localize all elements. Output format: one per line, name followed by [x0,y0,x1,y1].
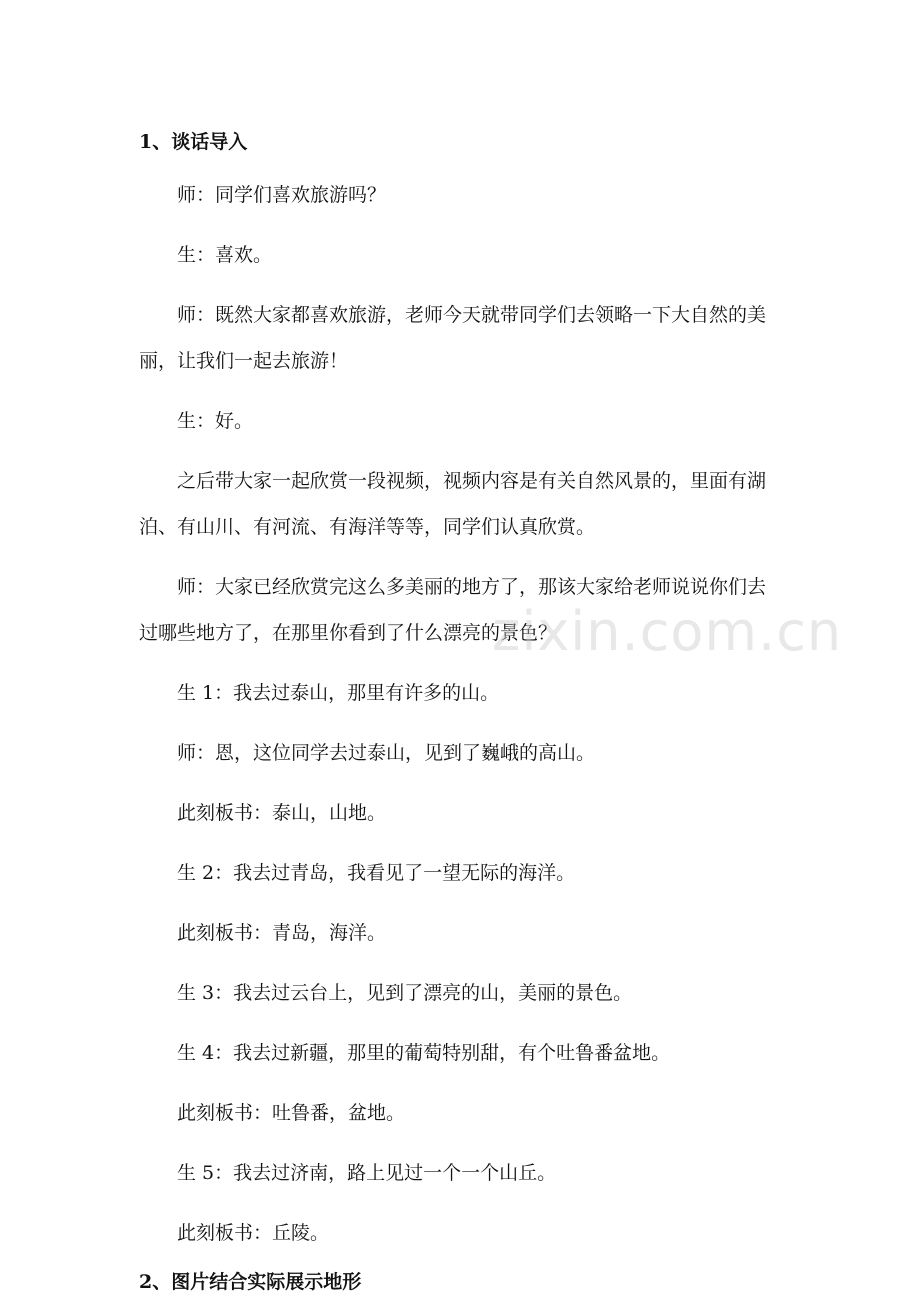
paragraph-5: 之后带大家一起欣赏一段视频，视频内容是有关自然风景的，里面有湖泊、有山川、有河流、有海洋等等，同学们认真欣赏。 [139,470,767,538]
document-content [139,126,784,1298]
section-heading-1: 1、谈话导入 [139,131,248,153]
watermark-text: zixin.com.cn [492,600,843,663]
paragraph-12: 生 3：我去过云台上，见到了漂亮的山，美丽的景色。 [177,982,633,1004]
paragraph-9: 此刻板书：泰山，山地。 [177,802,387,824]
section-heading-2: 2、图片结合实际展示地形 [139,1271,362,1293]
paragraph-2: 生：喜欢。 [177,244,273,266]
paragraph-4: 生：好。 [177,410,254,432]
paragraph-15: 生 5：我去过济南，路上见过一个一个山丘。 [177,1162,557,1184]
paragraph-3: 师：既然大家都喜欢旅游，老师今天就带同学们去领略一下大自然的美丽，让我们一起去旅游！ [139,304,767,372]
paragraph-10: 生 2：我去过青岛，我看见了一望无际的海洋。 [177,862,576,884]
paragraph-16: 此刻板书：丘陵。 [177,1222,330,1244]
paragraph-1: 师：同学们喜欢旅游吗？ [177,184,387,206]
paragraph-11: 此刻板书：青岛，海洋。 [177,922,387,944]
paragraph-8: 师：恩，这位同学去过泰山，见到了巍峨的高山。 [177,742,596,764]
paragraph-13: 生 4：我去过新疆，那里的葡萄特别甜，有个吐鲁番盆地。 [177,1042,671,1064]
paragraph-14: 此刻板书：吐鲁番，盆地。 [177,1102,406,1124]
paragraph-7: 生 1：我去过泰山，那里有许多的山。 [177,682,500,704]
paragraph-6: 师：大家已经欣赏完这么多美丽的地方了，那该大家给老师说说你们去过哪些地方了，在那里你看到了什么漂亮的景色？ [139,576,767,644]
